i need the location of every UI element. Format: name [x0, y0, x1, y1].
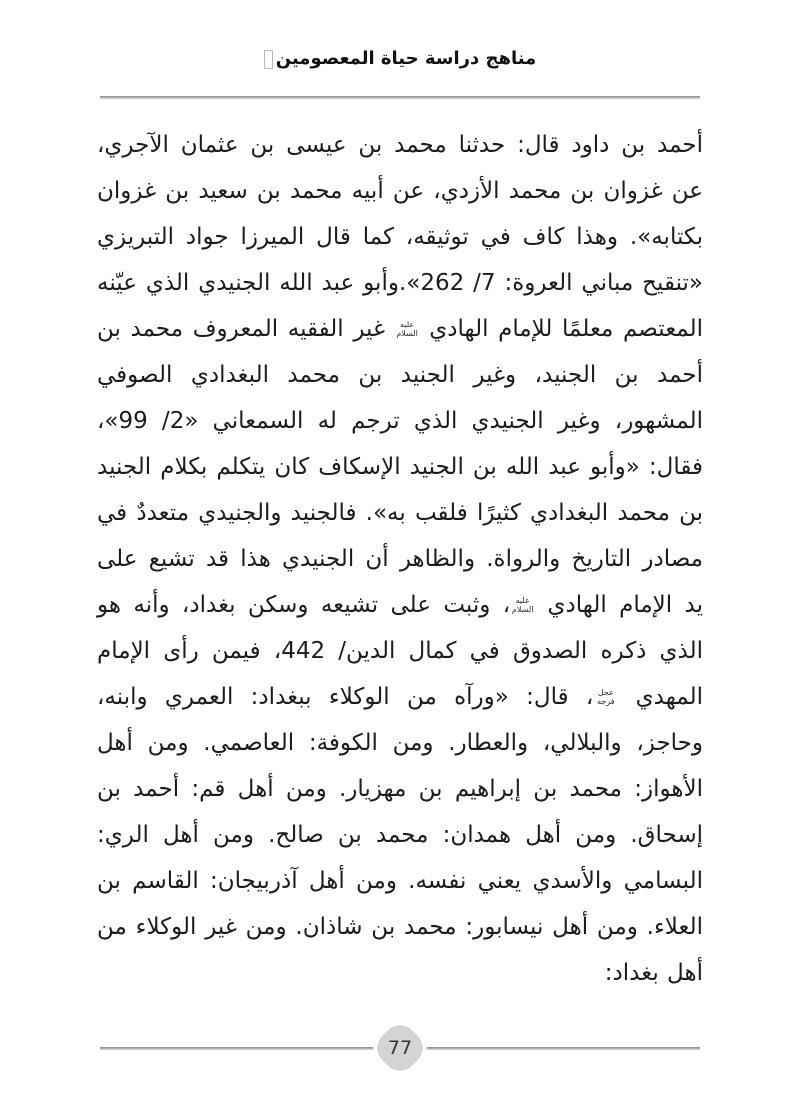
missing-glyph-icon [264, 50, 273, 69]
body-paragraph [97, 122, 703, 996]
body-text-segment: غير الفقيه المعروف محمد بن أحمد بن الجنيد، وغير الجنيد بن محمد البغدادي الصوفي المشهور، وغير الجنيدي الذي ترجم له السمعاني «2/ 99»، فقال: «وأبو عبد الله بن الجنيد الإسكاف كان يتكلم بكلام الجنيد بن محمد البغدادي كثيرًا فلقب به». فالجنيد والجنيدي متعددٌ في مصادر التاريخ والرواة. والظاهر أن الجنيدي هذا قد تشيع على يد الإمام الهادي [97, 316, 704, 618]
honorific-mark: عليه السلام [396, 319, 418, 338]
body-text-segment: أحمد بن داود قال: حدثنا محمد بن عيسى بن عثمان الآجري، عن غزوان بن محمد الأزدي، عن أبيه محمد بن سعيد بن غزوان بكتابه». وهذا كاف في توثيقه، كما قال الميرزا جواد التبريزي «تنقيح مباني العروة: 7/ 262».وأبو عبد الله الجنيدي الذي عيّنه المعتصم معلمًا للإمام الهادي [97, 132, 704, 342]
honorific-mark: عجل فرجه [597, 687, 615, 706]
body-text-segment: ، قال: «ورآه من الوكلاء ببغداد: العمري وابنه، وحاجز، والبلالي، والعطار. ومن الكوفة: العاصمي. ومن أهل الأهواز: محمد بن إبراهيم بن مهزيار. ومن أهل قم: أحمد بن إسحاق. ومن أهل همدان: محمد بن صالح. ومن أهل الري: البسامي والأسدي يعني نفسه. ومن أهل آذربيجان: القاسم بن العلاء. ومن أهل نيسابور: محمد بن شاذان. ومن غير الوكلاء من أهل بغداد: [97, 684, 703, 986]
page-header [0, 48, 800, 69]
page-number: 77 [387, 1037, 413, 1059]
honorific-mark: عليه السلام [511, 595, 534, 614]
header-divider [100, 96, 700, 99]
body-text-segment: ، وثبت على تشيعه وسكن بغداد، وأنه هو الذي ذكره الصدوق في كمال الدين/ 442، فيمن رأى الإمام المهدي [97, 592, 704, 710]
page-title: مناهج دراسة حياة المعصومين [275, 48, 537, 69]
page-number-badge [370, 1018, 429, 1077]
